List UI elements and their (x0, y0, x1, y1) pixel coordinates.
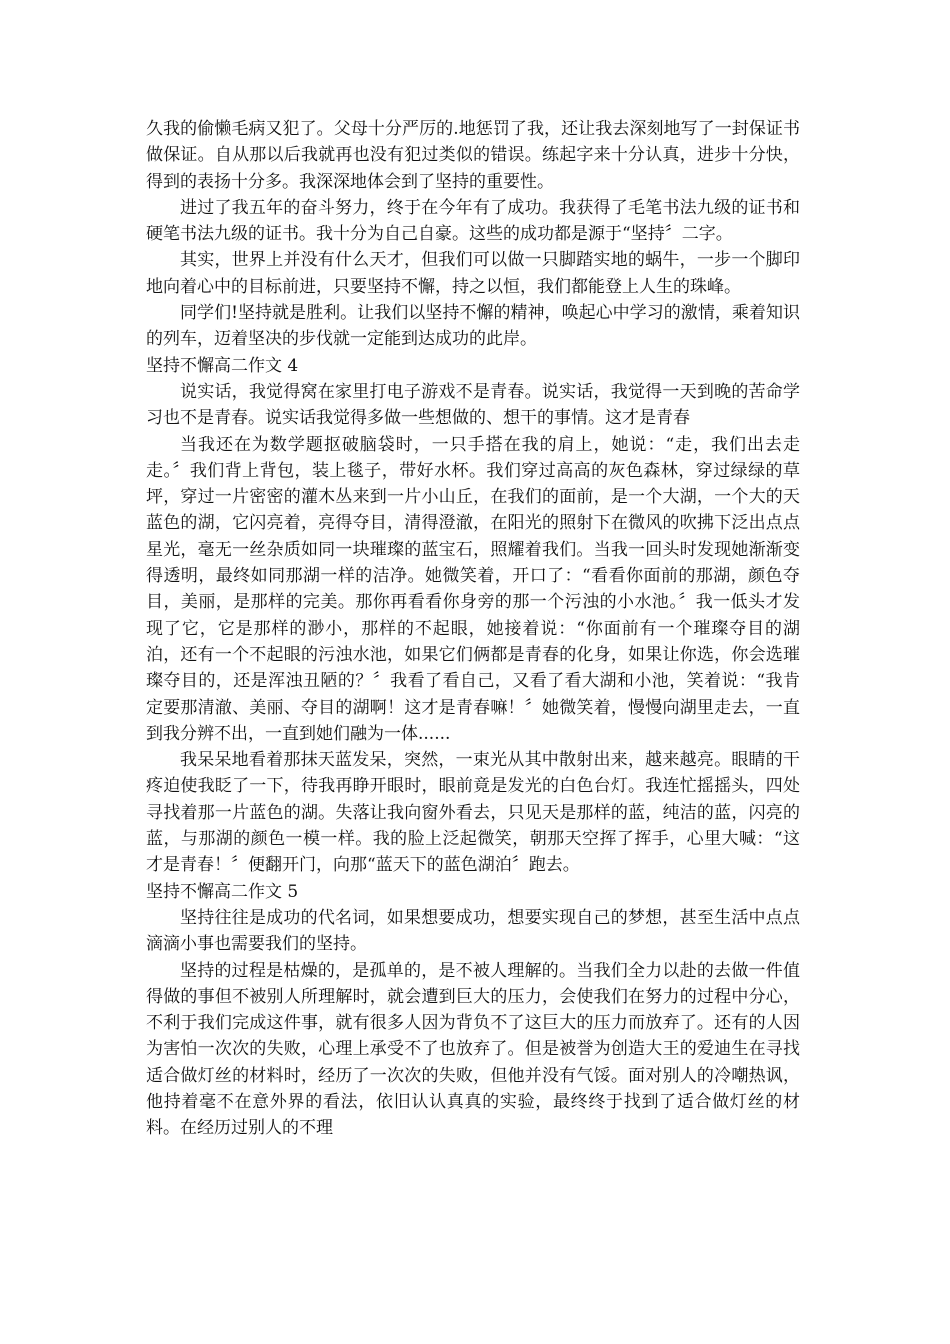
section-heading: 坚持不懈高二作文 4 (146, 355, 299, 376)
paragraph: 我呆呆地看着那抹天蓝发呆，突然，一束光从其中散射出来，越来越亮。眼睛的干疼迫使我眨了一下，待我再睁开眼时，眼前竟是发光的白色台灯。我连忙摇摇头，四处寻找着那一片蓝色的湖。失落让我向窗外看去，只见天是那样的蓝，纯洁的蓝，闪亮的蓝，与那湖的颜色一模一样。我的脸上泛起微笑，朝那天空挥了挥手，心里大喊：“这才是青春！〞便翻开门，向那“蓝天下的蓝色湖泊〞跑去。 (146, 750, 800, 876)
paragraph: 坚持往往是成功的代名词，如果想要成功，想要实现自己的梦想，甚至生活中点点滴滴小事也需要我们的坚持。 (146, 907, 800, 955)
paragraph: 同学们!坚持就是胜利。让我们以坚持不懈的精神，唤起心中学习的激情，乘着知识的列车，迈着坚决的步伐就一定能到达成功的此岸。 (146, 303, 800, 350)
paragraph: 久我的偷懒毛病又犯了。父母十分严厉的.地惩罚了我，还让我去深刻地写了一封保证书做保证。自从那以后我就再也没有犯过类似的错误。练起字来十分认真，进步十分快，得到的表扬十分多。我深深地体会到了坚持的重要性。 (146, 119, 800, 192)
paragraph: 坚持的过程是枯燥的，是孤单的，是不被人理解的。当我们全力以赴的去做一件值得做的事但不被别人所理解时，就会遭到巨大的压力，会使我们在努力的过程中分心，不利于我们完成这件事，就有很多人因为背负不了这巨大的压力而放弃了。还有的人因为害怕一次次的失败，心理上承受不了也放弃了。但是被誉为创造大王的爱迪生在寻找适合做灯丝的材料时，经历了一次次的失败，但他并没有气馁。面对别人的冷嘲热讽，他持着毫不在意外界的看法，依旧认认真真的实验，最终终于找到了适合做灯丝的材料。在经历过别人的不理 (146, 960, 800, 1139)
paragraph: 说实话，我觉得窝在家里打电子游戏不是青春。说实话，我觉得一天到晚的苦命学习也不是青春。说实话我觉得多做一些想做的、想干的事情。这才是青春 (146, 381, 800, 429)
paragraph: 进过了我五年的奋斗努力，终于在今年有了成功。我获得了毛笔书法九级的证书和硬笔书法九级的证书。我十分为自己自豪。这些的成功都是源于“坚持〞二字。 (146, 197, 800, 245)
paragraph: 当我还在为数学题抠破脑袋时，一只手搭在我的肩上，她说：“走，我们出去走走。〞我们背上背包，装上毯子，带好水杯。我们穿过高高的灰色森林，穿过绿绿的草坪，穿过一片密密的灌木丛来到一片小山丘，在我们的面前，是一个大湖，一个大的天蓝色的湖，它闪亮着，亮得夺目，清得澄澈，在阳光的照射下在微风的吹拂下泛出点点星光，毫无一丝杂质如同一块璀璨的蓝宝石，照耀着我们。当我一回头时发现她渐渐变得透明，最终如同那湖一样的洁净。她微笑着，开口了：“看看你面前的那湖，颜色夺目，美丽，是那样的完美。那你再看看你身旁的那一个污浊的小水池。〞我一低头才发现了它，它是那样的渺小，那样的不起眼，她接着说：“你面前有一个璀璨夺目的湖泊，还有一个不起眼的污浊水池，如果它们俩都是青春的化身，如果让你选，你会选璀璨夺目的，还是浑浊丑陋的？〞我看了看自己，又看了看大湖和小池，笑着说：“我肯定要那清澈、美丽、夺目的湖啊！这才是青春嘛！〞她微笑着，慢慢向湖里走去，一直到我分辨不出，一直到她们融为一体...... (146, 434, 800, 744)
paragraph: 其实，世界上并没有什么天才，但我们可以做一只脚踏实地的蜗牛，一步一个脚印地向着心中的目标前进，只要坚持不懈，持之以恒，我们都能登上人生的珠峰。 (146, 250, 800, 297)
section-heading: 坚持不懈高二作文 5 (146, 881, 299, 902)
document-page (146, 116, 800, 1142)
